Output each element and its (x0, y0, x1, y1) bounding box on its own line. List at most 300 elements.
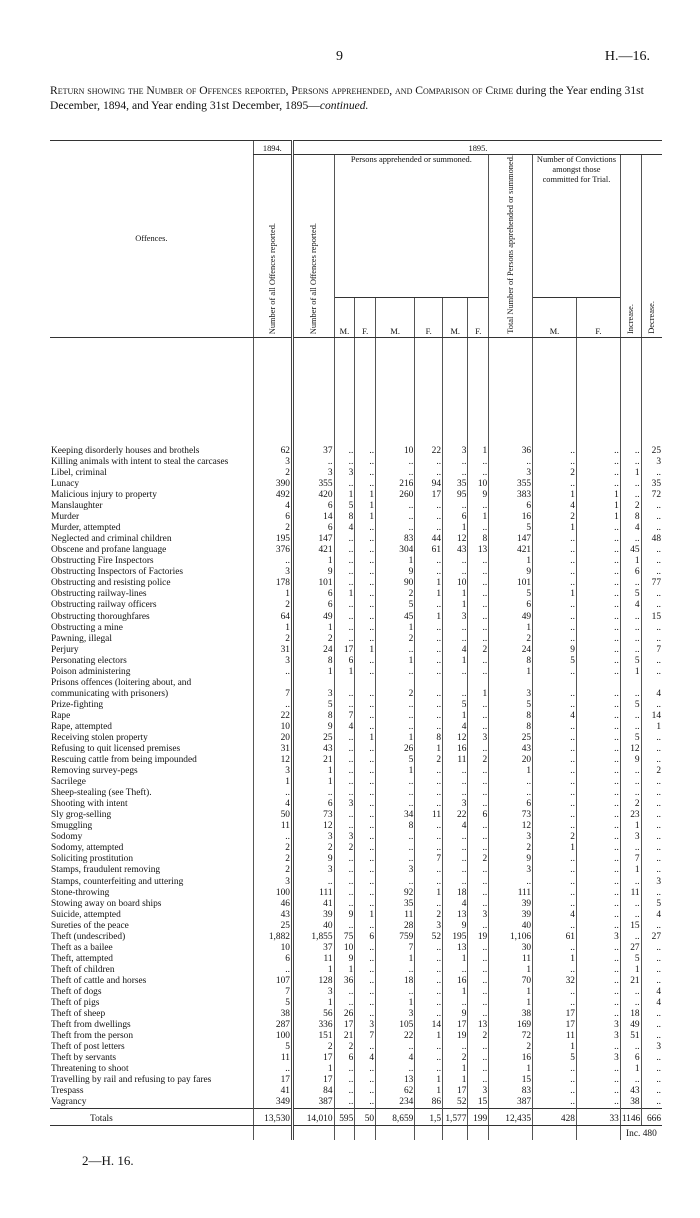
table-row (50, 645, 662, 656)
cell-sf: 86 (415, 1097, 443, 1109)
cell-vf: .. (576, 578, 620, 589)
cell-df: 3 (468, 910, 489, 921)
cell-dec: .. (641, 799, 662, 810)
cell-vf: .. (576, 876, 620, 887)
offence-name: Rape (51, 710, 71, 721)
cell-dec: .. (641, 1064, 662, 1075)
cell-vf: .. (576, 899, 620, 910)
cell-r94: 50 (253, 810, 292, 821)
cell-sm: 2 (376, 678, 415, 700)
cell-inc: 18 (620, 1009, 641, 1020)
cell-inc: .. (620, 611, 641, 622)
table-row (50, 534, 662, 545)
cell-dm: 1 (443, 523, 468, 534)
total-cm: 595 (334, 1109, 355, 1126)
cell-vf: .. (576, 965, 620, 976)
cell-vm: 4 (533, 711, 577, 722)
cell-df: .. (468, 865, 489, 876)
cell-df: 10 (468, 479, 489, 490)
cell-sf: .. (415, 976, 443, 987)
offence-name: Trespass (51, 1086, 84, 1097)
cell-r95: 336 (292, 1020, 334, 1031)
cell-cf: .. (355, 556, 376, 567)
cell-dm: 1 (443, 987, 468, 998)
cell-sm: .. (376, 876, 415, 887)
cell-tot: 70 (489, 976, 533, 987)
cell-vf: .. (576, 678, 620, 700)
cell-cm: .. (334, 634, 355, 645)
cell-vf: .. (576, 468, 620, 479)
cell-r94: 3 (253, 457, 292, 468)
cell-cm: .. (334, 921, 355, 932)
cell-r95: 3 (292, 832, 334, 843)
cell-inc: .. (620, 843, 641, 854)
cell-cf: 1 (355, 645, 376, 656)
cell-r94: 64 (253, 611, 292, 622)
cell-tot: .. (489, 777, 533, 788)
cell-r94: 31 (253, 645, 292, 656)
cell-dec: .. (641, 1031, 662, 1042)
cell-tot: 1 (489, 1064, 533, 1075)
cell-dm: 13 (443, 943, 468, 954)
table-row (50, 722, 662, 733)
cell-df: 1 (468, 446, 489, 457)
cell-inc: 5 (620, 589, 641, 600)
cell-dm: .. (443, 777, 468, 788)
table-row (50, 899, 662, 910)
cell-vm: .. (533, 722, 577, 733)
cell-df: .. (468, 876, 489, 887)
cell-cm: .. (334, 1097, 355, 1109)
cell-dm: .. (443, 788, 468, 799)
cell-cm: .. (334, 744, 355, 755)
cell-dec: .. (641, 733, 662, 744)
cell-df: .. (468, 667, 489, 678)
cell-sf: .. (415, 556, 443, 567)
offence-name: Pawning, illegal (51, 633, 112, 644)
offence-name: Murder, attempted (51, 523, 121, 534)
cell-sf: 22 (415, 446, 443, 457)
cell-sm: 28 (376, 921, 415, 932)
cell-vm: .. (533, 998, 577, 1009)
cell-sf: .. (415, 965, 443, 976)
cell-df: 3 (468, 1086, 489, 1097)
cell-sf: 2 (415, 755, 443, 766)
cell-sm: 1 (376, 623, 415, 634)
cell-cm: 6 (334, 1053, 355, 1064)
table-row (50, 998, 662, 1009)
cell-r95: 3 (292, 678, 334, 700)
cell-dm: 3 (443, 446, 468, 457)
cell-dec: 3 (641, 876, 662, 887)
cell-df: 1 (468, 678, 489, 700)
cell-vm: 1 (533, 954, 577, 965)
cell-dm: 17 (443, 1086, 468, 1097)
cell-cf: .. (355, 479, 376, 490)
cell-dec: 5 (641, 899, 662, 910)
cell-sf: .. (415, 711, 443, 722)
cell-vf: 3 (576, 1053, 620, 1064)
table-row (50, 865, 662, 876)
offence-name: Rescuing cattle from being impounded (51, 755, 197, 766)
offence-name: Sly grog-selling (51, 810, 112, 821)
group-convictions: Number of Convictions amongst those committed for Trial. (533, 155, 621, 298)
offence-name: Sheep-stealing (see Theft). (51, 788, 152, 799)
cell-dm: .. (443, 854, 468, 865)
cell-dec: .. (641, 700, 662, 711)
cell-sm: .. (376, 645, 415, 656)
offence-name: Obstructing thoroughfares (51, 611, 150, 622)
f-header: F. (576, 298, 620, 338)
cell-dm: 12 (443, 733, 468, 744)
f-header: F. (415, 298, 443, 338)
cell-dm: .. (443, 634, 468, 645)
cell-dm: 16 (443, 744, 468, 755)
cell-inc: .. (620, 446, 641, 457)
cell-cm: 3 (334, 799, 355, 810)
cell-df: .. (468, 766, 489, 777)
cell-tot: 3 (489, 468, 533, 479)
cell-sf: .. (415, 1009, 443, 1020)
cell-sm: 1 (376, 998, 415, 1009)
offence-name: Theft by servants (51, 1053, 117, 1064)
cell-sf: 1 (415, 578, 443, 589)
cell-dm: 9 (443, 921, 468, 932)
cell-inc: 4 (620, 600, 641, 611)
offence-name: Soliciting prostitution (51, 854, 134, 865)
offence-name: Stone-throwing (51, 887, 110, 898)
cell-cm: 17 (334, 645, 355, 656)
cell-vm: .. (533, 600, 577, 611)
cell-dec: .. (641, 954, 662, 965)
cell-vf: .. (576, 1064, 620, 1075)
cell-vm: .. (533, 556, 577, 567)
cell-dec: .. (641, 1097, 662, 1109)
total-dec: 666 (641, 1109, 662, 1126)
cell-r95: 73 (292, 810, 334, 821)
cell-dm: .. (443, 766, 468, 777)
cell-vm: .. (533, 744, 577, 755)
offence-name: Smuggling (51, 821, 93, 832)
cell-tot: 5 (489, 523, 533, 534)
offence-name: Theft as a bailee (51, 942, 113, 953)
cell-tot: 169 (489, 1020, 533, 1031)
net-increase: Inc. 480 (620, 1126, 662, 1141)
table-row (50, 545, 662, 556)
cell-r94: 5 (253, 1042, 292, 1053)
f-header: F. (355, 298, 376, 338)
table-row (50, 567, 662, 578)
cell-inc: 1 (620, 556, 641, 567)
cell-sm: .. (376, 722, 415, 733)
cell-cf: .. (355, 876, 376, 887)
cell-dm: .. (443, 1042, 468, 1053)
cell-r95: 11 (292, 954, 334, 965)
cell-cf: .. (355, 700, 376, 711)
cell-inc: 1 (620, 667, 641, 678)
cell-cm: .. (334, 1086, 355, 1097)
cell-df: .. (468, 1042, 489, 1053)
total-r95: 14,010 (292, 1109, 334, 1126)
cell-sf: 1 (415, 1075, 443, 1086)
offence-name: Perjury (51, 644, 79, 655)
cell-r94: 5 (253, 998, 292, 1009)
cell-cm: .. (334, 876, 355, 887)
cell-r94: .. (253, 1064, 292, 1075)
cell-sm: 3 (376, 865, 415, 876)
cell-tot: 355 (489, 479, 533, 490)
cell-vm: .. (533, 888, 577, 899)
cell-sf: .. (415, 700, 443, 711)
cell-r95: 1 (292, 777, 334, 788)
cell-sf: .. (415, 954, 443, 965)
cell-cf: .. (355, 865, 376, 876)
cell-inc: 5 (620, 733, 641, 744)
offence-name: Theft of cattle and horses (51, 975, 147, 986)
cell-vm: 61 (533, 932, 577, 943)
cell-vf: .. (576, 954, 620, 965)
table-row (50, 523, 662, 534)
cell-vm: .. (533, 788, 577, 799)
cell-r95: 387 (292, 1097, 334, 1109)
cell-tot: 15 (489, 1075, 533, 1086)
offence-name: Removing survey-pegs (51, 766, 138, 777)
cell-sm: 105 (376, 1020, 415, 1031)
cell-dm: .. (443, 468, 468, 479)
cell-inc: 5 (620, 954, 641, 965)
cell-cm: .. (334, 446, 355, 457)
cell-sf: .. (415, 567, 443, 578)
m-header: M. (334, 298, 355, 338)
cell-sf: .. (415, 843, 443, 854)
cell-inc: 4 (620, 523, 641, 534)
table-row (50, 755, 662, 766)
table-row (50, 921, 662, 932)
table-row (50, 479, 662, 490)
cell-tot: 25 (489, 733, 533, 744)
cell-sf: 3 (415, 921, 443, 932)
cell-sm: 10 (376, 446, 415, 457)
offence-name: Lunacy (51, 478, 80, 489)
cell-vm: .. (533, 578, 577, 589)
cell-cm: .. (334, 600, 355, 611)
cell-vm: .. (533, 854, 577, 865)
table-row (50, 678, 662, 700)
cell-tot: 6 (489, 799, 533, 810)
cell-sm: .. (376, 965, 415, 976)
cell-sf: 11 (415, 810, 443, 821)
cell-r95: 1 (292, 766, 334, 777)
cell-cf: 4 (355, 1053, 376, 1064)
cell-cm: 75 (334, 932, 355, 943)
cell-vf: .. (576, 700, 620, 711)
cell-vf: .. (576, 744, 620, 755)
cell-sf: .. (415, 998, 443, 1009)
cell-r94: 10 (253, 722, 292, 733)
cell-dec: .. (641, 777, 662, 788)
cell-df: .. (468, 899, 489, 910)
cell-r95: 40 (292, 921, 334, 932)
cell-inc: 23 (620, 810, 641, 821)
cell-r95: 9 (292, 567, 334, 578)
cell-cm: .. (334, 479, 355, 490)
cell-sm: 1 (376, 954, 415, 965)
cell-r95: 56 (292, 1009, 334, 1020)
cell-dm: 1 (443, 954, 468, 965)
col-reported-1894: Number of all Offences reported. (253, 155, 292, 338)
cell-cf: .. (355, 755, 376, 766)
cell-vf: .. (576, 854, 620, 865)
cell-inc: 12 (620, 744, 641, 755)
cell-tot: 72 (489, 1031, 533, 1042)
cell-r94: .. (253, 556, 292, 567)
cell-cm: .. (334, 1075, 355, 1086)
cell-vm: 9 (533, 645, 577, 656)
cell-tot: 1 (489, 987, 533, 998)
table-row (50, 943, 662, 954)
cell-vm: 5 (533, 1053, 577, 1064)
cell-dec: 1 (641, 722, 662, 733)
cell-sm: 1 (376, 656, 415, 667)
cell-dec: .. (641, 865, 662, 876)
cell-sf: 14 (415, 1020, 443, 1031)
cell-dm: .. (443, 623, 468, 634)
cell-cf: .. (355, 1064, 376, 1075)
cell-inc: .. (620, 899, 641, 910)
cell-sf: .. (415, 523, 443, 534)
cell-sf: .. (415, 623, 443, 634)
cell-df: 19 (468, 932, 489, 943)
cell-r95: 9 (292, 854, 334, 865)
cell-r94: 20 (253, 733, 292, 744)
cell-inc: .. (620, 987, 641, 998)
table-row (50, 556, 662, 567)
cell-cf: 1 (355, 910, 376, 921)
cell-vm: .. (533, 678, 577, 700)
cell-r95: 37 (292, 446, 334, 457)
cell-vm: 2 (533, 832, 577, 843)
cell-r95: 1 (292, 623, 334, 634)
cell-df: 2 (468, 645, 489, 656)
cell-vm: .. (533, 1064, 577, 1075)
table-row (50, 965, 662, 976)
cell-vf: .. (576, 799, 620, 810)
cell-inc: .. (620, 645, 641, 656)
cell-inc: 1 (620, 821, 641, 832)
cell-sm: 13 (376, 1075, 415, 1086)
cell-r94: 1 (253, 777, 292, 788)
cell-sm: .. (376, 788, 415, 799)
cell-inc: .. (620, 534, 641, 545)
cell-cm: .. (334, 457, 355, 468)
cell-sm: .. (376, 711, 415, 722)
cell-inc: 49 (620, 1020, 641, 1031)
offence-name: Obscene and profane language (51, 545, 167, 556)
table-body (50, 337, 662, 1140)
cell-sf: 1 (415, 1031, 443, 1042)
cell-cf: .. (355, 965, 376, 976)
cell-sf: 61 (415, 545, 443, 556)
cell-r94: 349 (253, 1097, 292, 1109)
offence-name: Obstructing a mine (51, 622, 123, 633)
cell-dm: 22 (443, 810, 468, 821)
offence-name: Stamps, fraudulent removing (51, 865, 161, 876)
cell-df: .. (468, 1053, 489, 1064)
cell-dec: .. (641, 854, 662, 865)
cell-r94: 41 (253, 1086, 292, 1097)
cell-dm: .. (443, 843, 468, 854)
total-sm: 8,659 (376, 1109, 415, 1126)
cell-df: .. (468, 722, 489, 733)
cell-tot: 8 (489, 711, 533, 722)
table-row (50, 777, 662, 788)
table-row (50, 589, 662, 600)
cell-r94: 7 (253, 678, 292, 700)
cell-vm: .. (533, 821, 577, 832)
cell-vf: .. (576, 865, 620, 876)
offence-name: Murder (51, 512, 80, 523)
cell-vf: .. (576, 733, 620, 744)
cell-vf: .. (576, 777, 620, 788)
cell-r95: 43 (292, 744, 334, 755)
cell-inc: .. (620, 1042, 641, 1053)
cell-sf: 52 (415, 932, 443, 943)
cell-sm: 35 (376, 899, 415, 910)
cell-dm: 1 (443, 1075, 468, 1086)
cell-tot: 16 (489, 512, 533, 523)
cell-df: .. (468, 623, 489, 634)
cell-r94: 2 (253, 600, 292, 611)
table-row (50, 1064, 662, 1075)
cell-r94: .. (253, 667, 292, 678)
cell-sm: 1 (376, 733, 415, 744)
cell-sm: 216 (376, 479, 415, 490)
cell-sf: .. (415, 1053, 443, 1064)
cell-df: .. (468, 799, 489, 810)
table-row (50, 501, 662, 512)
cell-sm: 83 (376, 534, 415, 545)
cell-inc: 38 (620, 1097, 641, 1109)
cell-dec: .. (641, 556, 662, 567)
cell-r95: 101 (292, 578, 334, 589)
m-header: M. (533, 298, 577, 338)
cell-tot: 6 (489, 600, 533, 611)
cell-dec: 7 (641, 645, 662, 656)
cell-inc: 7 (620, 854, 641, 865)
cell-vm: .. (533, 634, 577, 645)
table-row (50, 700, 662, 711)
cell-cm: .. (334, 623, 355, 634)
cell-tot: 8 (489, 722, 533, 733)
cell-cm: 5 (334, 501, 355, 512)
cell-sf: .. (415, 656, 443, 667)
cell-sm: 4 (376, 1053, 415, 1064)
cell-df: .. (468, 634, 489, 645)
cell-r95: 151 (292, 1031, 334, 1042)
table-row (50, 512, 662, 523)
table-row (50, 468, 662, 479)
cell-r94: 12 (253, 755, 292, 766)
cell-vm: .. (533, 567, 577, 578)
cell-vf: 3 (576, 932, 620, 943)
cell-r94: 46 (253, 899, 292, 910)
offence-name: Obstructing Inspectors of Factories (51, 567, 184, 578)
cell-vm: .. (533, 799, 577, 810)
cell-inc: 21 (620, 976, 641, 987)
cell-vm: .. (533, 545, 577, 556)
cell-sf: .. (415, 777, 443, 788)
cell-df: .. (468, 1009, 489, 1020)
